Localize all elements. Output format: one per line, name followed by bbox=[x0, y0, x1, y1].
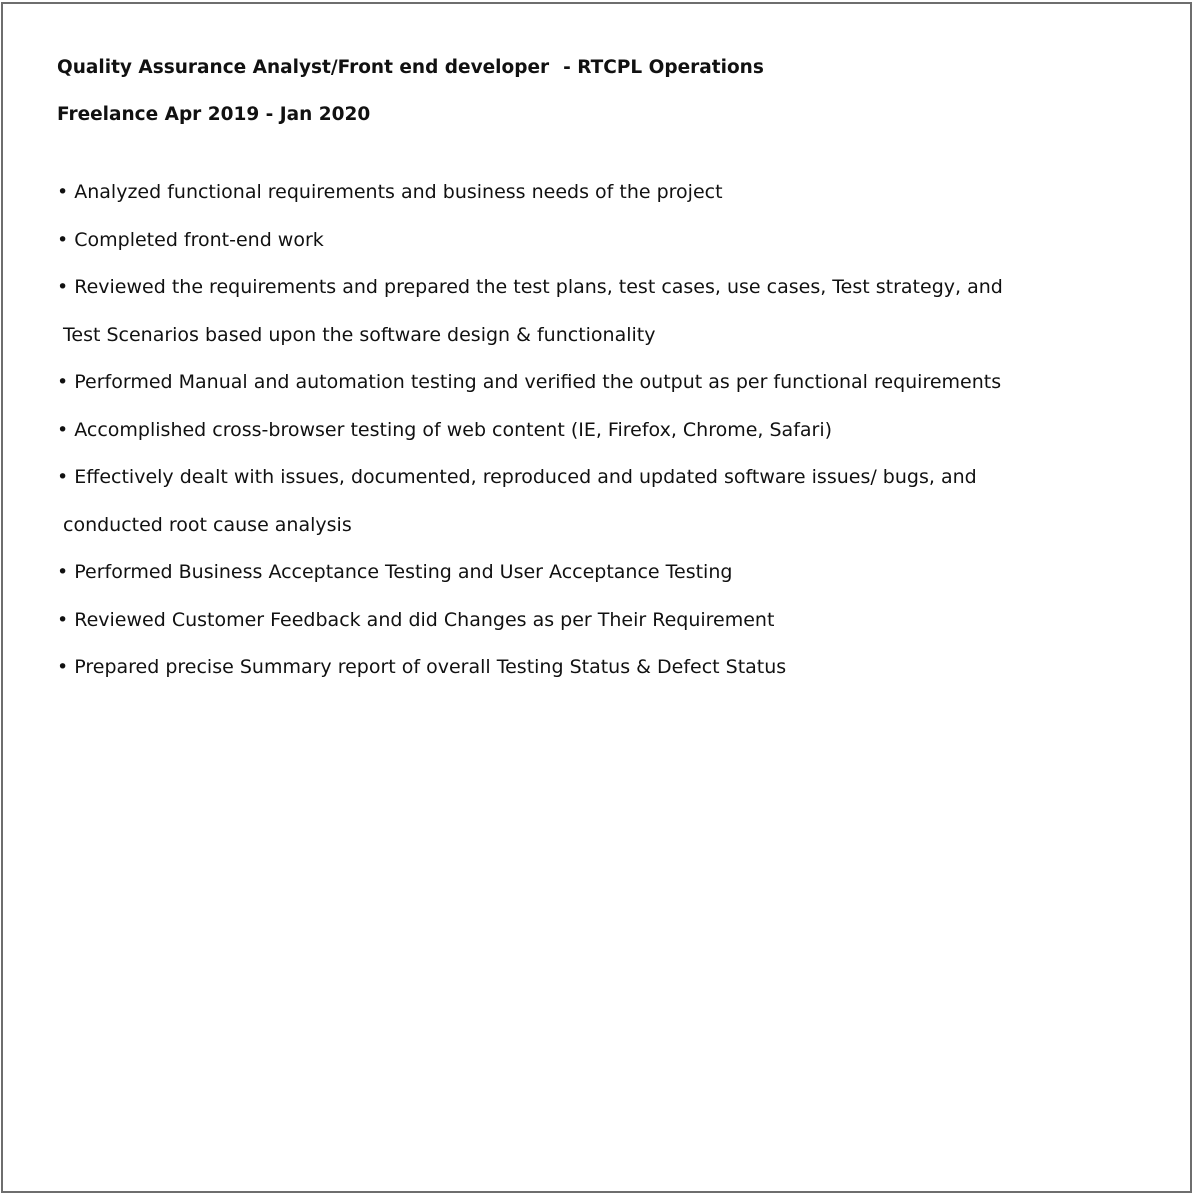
company-name: - RTCPL Operations bbox=[563, 57, 764, 78]
bullet-item: • Reviewed the requirements and prepared the test plans, test cases, use cases, Test strategy, and bbox=[57, 276, 1003, 298]
bullet-item: • Accomplished cross-browser testing of web content (IE, Firefox, Chrome, Safari) bbox=[57, 419, 833, 441]
job-heading bbox=[57, 56, 764, 80]
bullet-item: • Effectively dealt with issues, documented, reproduced and updated software issues/ bugs, and bbox=[57, 466, 977, 488]
bullet-item: • Performed Manual and automation testing and verified the output as per functional requirements bbox=[57, 371, 1002, 393]
bullet-item: • Reviewed Customer Feedback and did Changes as per Their Requirement bbox=[57, 609, 775, 631]
bullet-continuation: conducted root cause analysis bbox=[63, 514, 352, 536]
bullet-item: • Completed front-end work bbox=[57, 229, 324, 251]
employment-period: Freelance Apr 2019 - Jan 2020 bbox=[57, 104, 371, 125]
bullet-continuation: Test Scenarios based upon the software design & functionality bbox=[63, 324, 656, 346]
bullet-item: • Prepared precise Summary report of overall Testing Status & Defect Status bbox=[57, 656, 787, 678]
bullet-item: • Performed Business Acceptance Testing and User Acceptance Testing bbox=[57, 561, 733, 583]
document-page bbox=[1, 2, 1192, 1193]
job-title: Quality Assurance Analyst/Front end developer bbox=[57, 57, 550, 78]
bullet-item: • Analyzed functional requirements and business needs of the project bbox=[57, 181, 723, 203]
